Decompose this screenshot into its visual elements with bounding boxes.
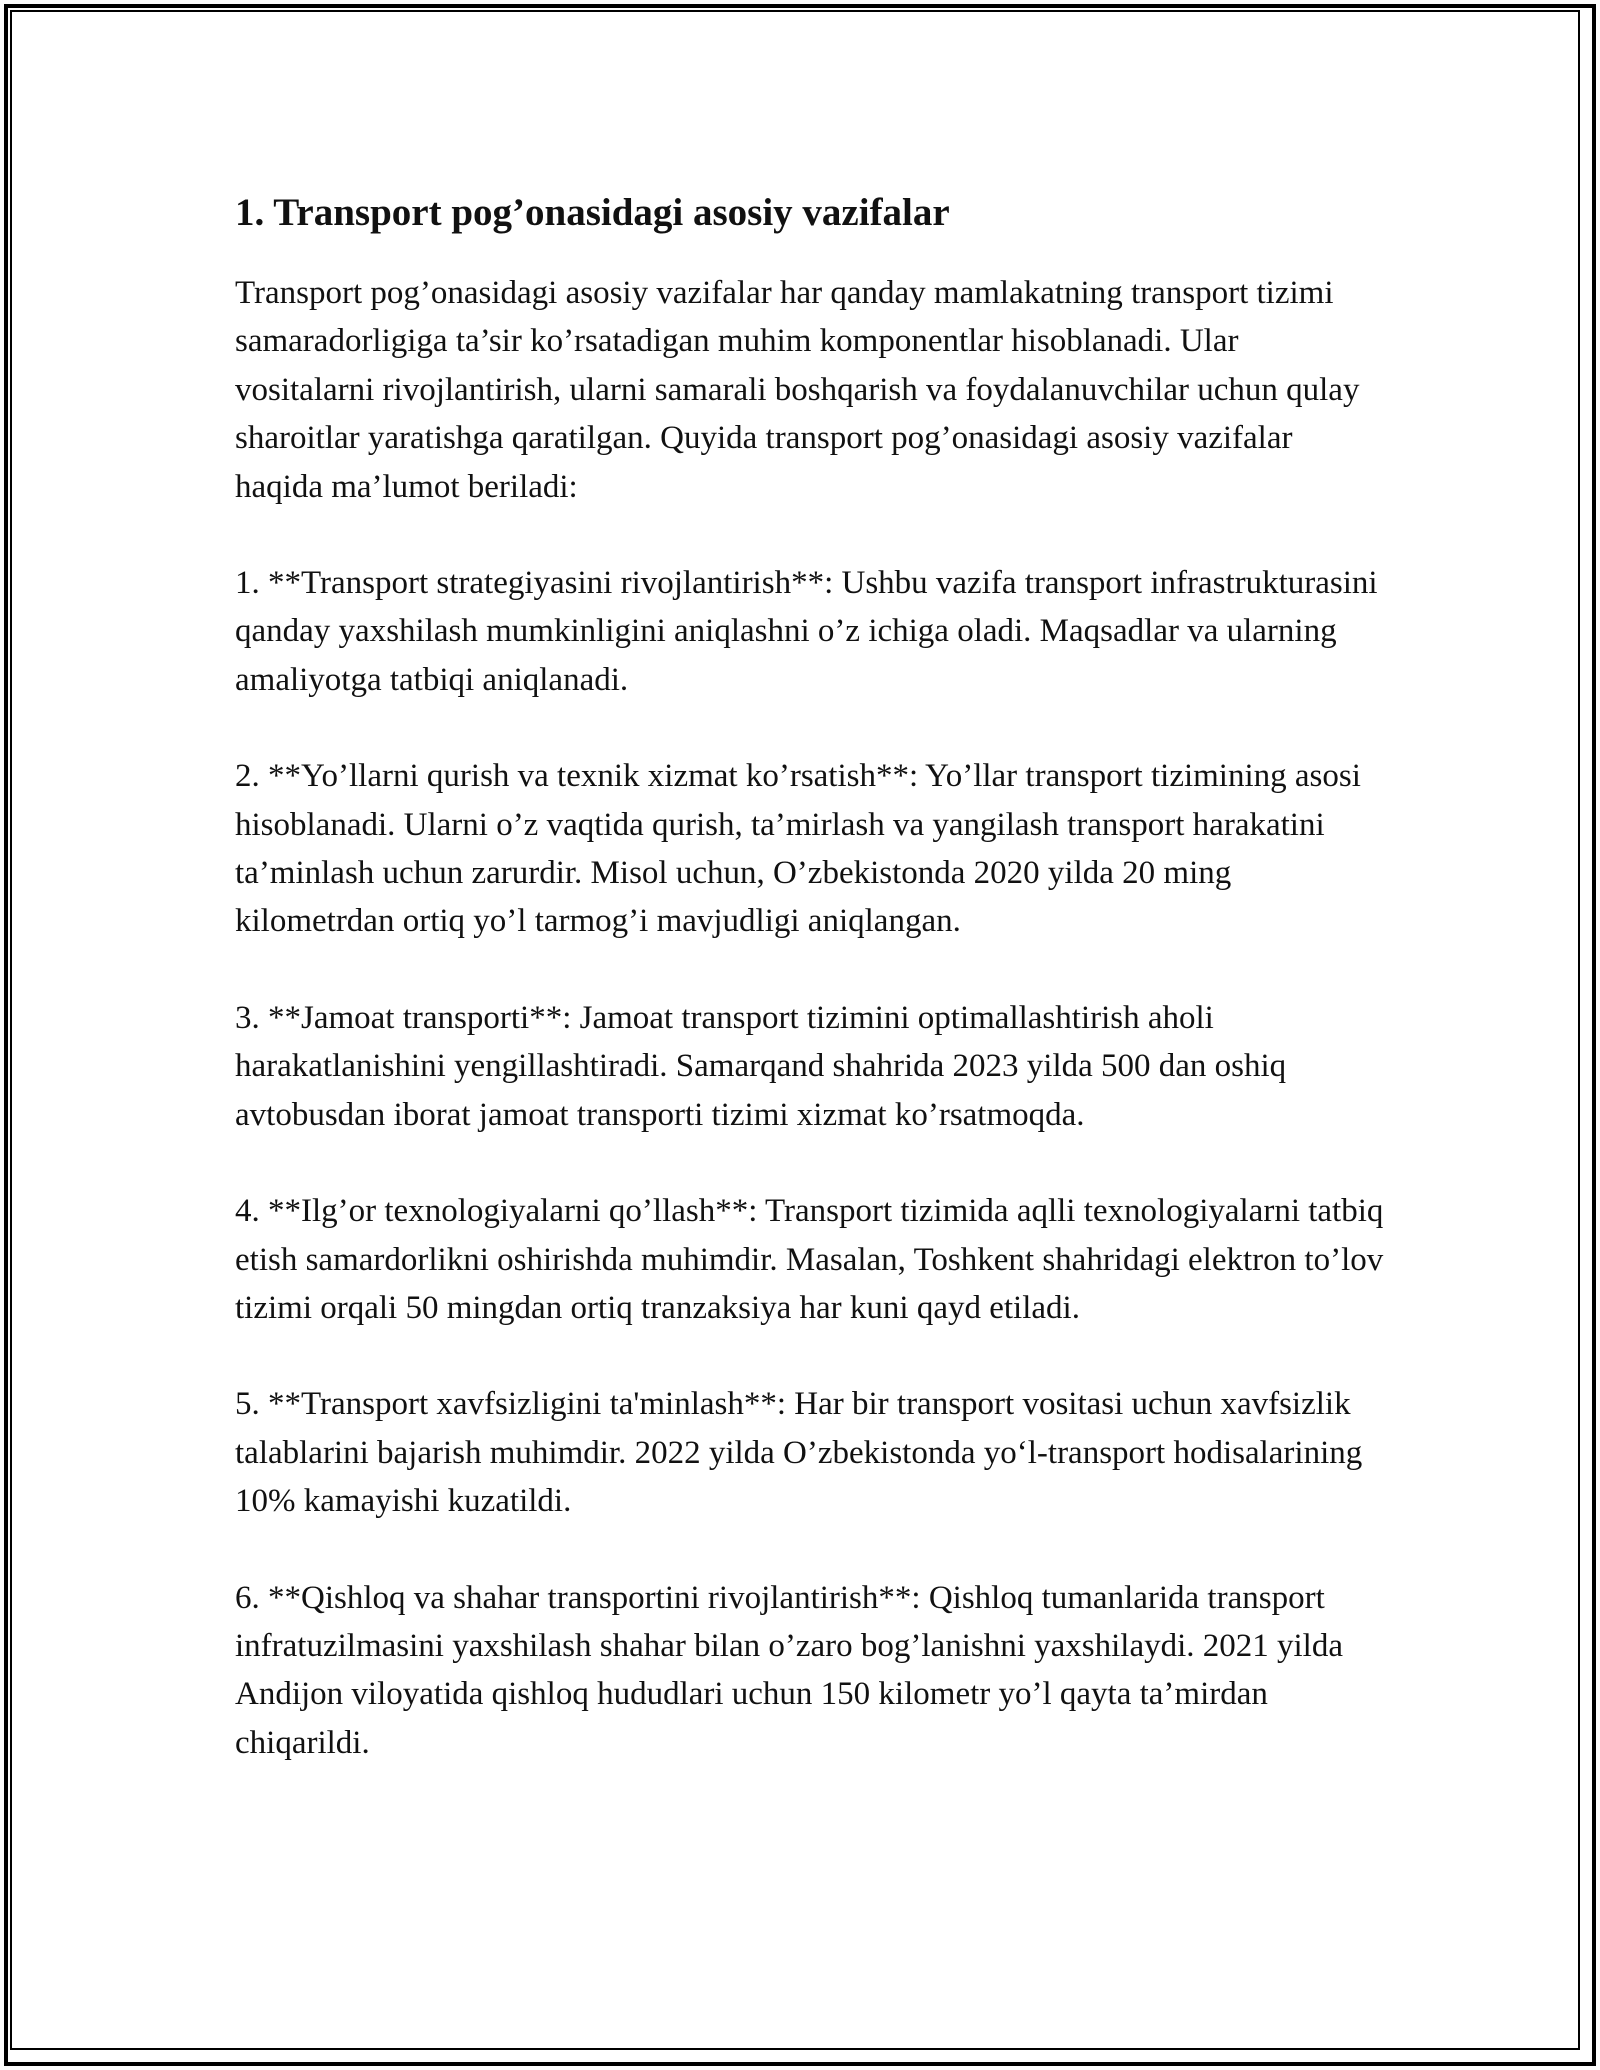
list-item-6: 6. **Qishloq va shahar transportini rivojlantirish**: Qishloq tumanlarida transport infratuzilmasini yaxshilash shahar bilan o’zaro bog’lanishni yaxshilaydi. 2021 yilda Andijon viloyatida qishloq hududlari uchun 150 kilometr yo’l qayta ta’mirdan chiqarildi.: [235, 1579, 1343, 1761]
list-item-2: 2. **Yo’llarni qurish va texnik xizmat ko’rsatish**: Yo’llar transport tizimining asosi hisoblanadi. Ularni o’z vaqtida qurish, ta’mirlash va yangilash transport harakatini ta’minlash uchun zarurdir. Misol uchun, O’zbekistonda 2020 yilda 20 ming kilometrdan ortiq yo’l tarmog’i mavjudligi aniqlangan.: [235, 758, 1361, 940]
intro-paragraph: Transport pog’onasidagi asosiy vazifalar har qanday mamlakatning transport tizimi samaradorligiga ta’sir ko’rsatadigan muhim komponentlar hisoblanadi. Ular vositalarni rivojlantirish, ularni samarali boshqarish va foydalanuvchilar uchun qulay sharoitlar yaratishga qaratilgan. Quyida transport pog’onasidagi asosiy vazifalar haqida ma’lumot beriladi:: [235, 275, 1360, 505]
document-body: [235, 185, 1385, 1815]
list-item-1: 1. **Transport strategiyasini rivojlantirish**: Ushbu vazifa transport infrastrukturasini qanday yaxshilash mumkinligini aniqlashni o’z ichiga oladi. Maqsadlar va ularning amaliyotga tatbiqi aniqlanadi.: [235, 565, 1378, 698]
list-item-4: 4. **Ilg’or texnologiyalarni qo’llash**: Transport tizimida aqlli texnologiyalarni tatbiq etish samardorlikni oshirishda muhimdir. Masalan, Toshkent shahridagi elektron to’lov tizimi orqali 50 mingdan ortiq tranzaksiya har kuni qayd etiladi.: [235, 1193, 1384, 1326]
list-item-5: 5. **Transport xavfsizligini ta'minlash**: Har bir transport vositasi uchun xavfsizlik talablarini bajarish muhimdir. 2022 yilda O’zbekistonda yo‘l-transport hodisalarining 10% kamayishi kuzatildi.: [235, 1386, 1363, 1520]
list-item-3: 3. **Jamoat transporti**: Jamoat transport tizimini optimallashtirish aholi harakatlanishini yengillashtiradi. Samarqand shahrida 2023 yilda 500 dan oshiq avtobusdan iborat jamoat transporti tizimi xizmat ko’rsatmoqda.: [235, 999, 1287, 1133]
section-heading: 1. Transport pog’onasidagi asosiy vazifalar: [235, 191, 950, 234]
